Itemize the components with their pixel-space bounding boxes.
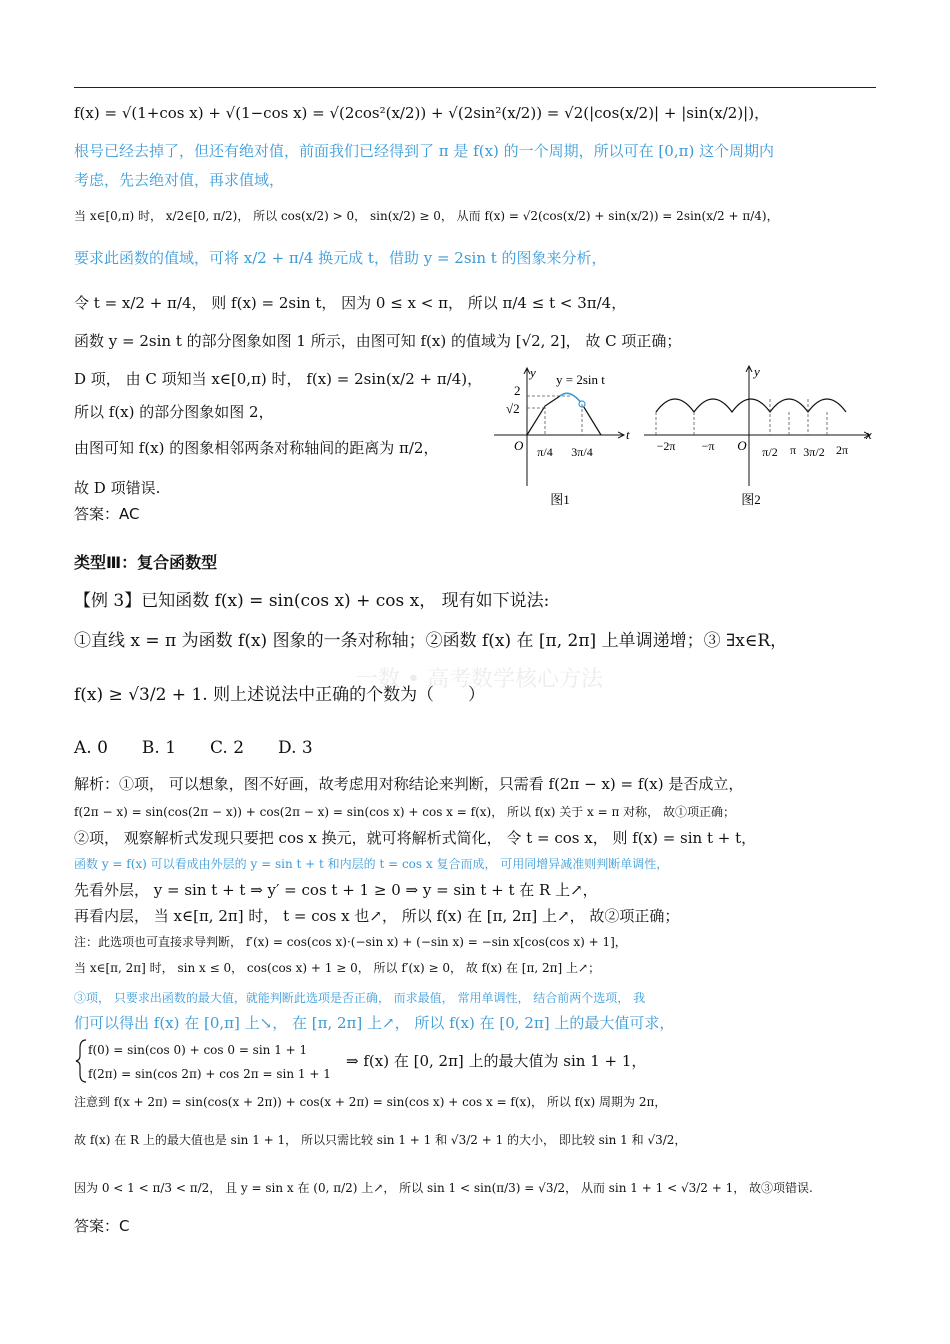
curve-black-left — [527, 396, 560, 435]
tick-3pi-2: 3π/2 — [803, 445, 825, 459]
section-heading: 类型Ⅲ：复合函数型 — [74, 553, 218, 572]
tick-m2pi: −2π — [656, 439, 676, 453]
caption-1: 图1 — [550, 492, 570, 507]
answer-1: 答案：AC — [74, 505, 140, 523]
example-3-options: A. 0 B. 1 C. 2 D. 3 — [74, 738, 313, 758]
example-3-statements: ①直线 x = π 为函数 f(x) 图象的一条对称轴；②函数 f(x) 在 [π, 2π] 上单调递增；③ ∃x∈R， — [74, 631, 788, 651]
solution-10: 们可以得出 f(x) 在 [0,π] 上↘， 在 [π, 2π] 上↗， 所以 f(x) 在 [0, 2π] 上的最大值可求， — [74, 1014, 675, 1032]
watermark: 一数 • 高考数学核心方法 — [356, 667, 603, 692]
solution-6: 再看内层， 当 x∈[π, 2π] 时， t = cos x 也↗， 所以 f(x) 在 [π, 2π] 上↗， 故②项正确； — [74, 907, 680, 925]
solution-1: 解析：①项， 可以想象，图不好画，故考虑用对称结论来判断，只需看 f(2π − x) = f(x) 是否成立， — [74, 775, 744, 793]
origin-label-2: O — [737, 438, 747, 453]
system-line-2: f(2π) = sin(cos 2π) + cos 2π = sin 1 + 1 — [88, 1067, 331, 1081]
system-result: ⇒ f(x) 在 [0, 2π] 上的最大值为 sin 1 + 1， — [346, 1052, 647, 1070]
d-item-3: 由图可知 f(x) 的图象相邻两条对称轴间的距离为 π/2， — [74, 439, 439, 457]
figure-1 — [490, 362, 640, 510]
solution-4: 函数 y = f(x) 可以看成由外层的 y = sin t + t 和内层的 t = cos x 复合而成， 可用同增异减准则判断单调性， — [74, 857, 669, 871]
formula-remove-abs: 当 x∈[0,π) 时， x/2∈[0, π/2)， 所以 cos(x/2) > 0， sin(x/2) ≥ 0， 从而 f(x) = √2(cos(x/2) + sin(x/2)) = 2sin(x/2 + π/4)， — [74, 209, 779, 223]
header-rule — [74, 87, 876, 88]
tick-pi-2: π/2 — [762, 445, 778, 459]
solution-2: f(2π − x) = sin(cos(2π − x)) + cos(2π − x) = sin(cos x) + cos x = f(x)， 所以 f(x) 关于 x = π 对称， 故①项正确； — [74, 805, 735, 819]
curve-black-right — [582, 404, 601, 435]
origin-label: O — [514, 438, 524, 453]
solution-period: 注意到 f(x + 2π) = sin(cos(x + 2π)) + cos(x + 2π) = sin(cos x) + cos x = f(x)， 所以 f(x) 周期为 2π， — [74, 1095, 667, 1109]
solution-9: ③项， 只要求出函数的最大值，就能判断此选项是否正确， 而求最值， 常用单调性， 结合前两个选项， 我 — [74, 991, 646, 1005]
range-conclusion: 函数 y = 2sin t 的部分图象如图 1 所示，由图可知 f(x) 的值域为 [√2, 2]， 故 C 项正确； — [74, 332, 682, 350]
tick-2pi: 2π — [835, 443, 849, 457]
d-item-2: 所以 f(x) 的部分图象如图 2， — [74, 403, 274, 421]
t-label: t — [626, 427, 630, 442]
curve-fx — [656, 399, 846, 412]
solution-8: 当 x∈[π, 2π] 时， sin x ≤ 0， cos(cos x) + 1 ≥ 0， 所以 f′(x) ≥ 0， 故 f(x) 在 [π, 2π] 上↗； — [74, 961, 601, 975]
curve-label: y = 2sin t — [556, 372, 605, 387]
tick-pi: π — [789, 443, 797, 457]
figure-2 — [642, 362, 882, 510]
solution-compare: 故 f(x) 在 R 上的最大值也是 sin 1 + 1， 所以只需比较 sin 1 + 1 和 √3/2 + 1 的大小， 即比较 sin 1 和 √3/2， — [74, 1133, 687, 1147]
solution-final: 因为 0 < 1 < π/3 < π/2， 且 y = sin x 在 (0, π/2) 上↗， 所以 sin 1 < sin(π/3) = √3/2， 从而 sin 1 + 1 < √3/2 + 1， 故③项错误. — [74, 1181, 813, 1195]
d-item-4: 故 D 项错误. — [74, 479, 161, 497]
example-3-stem: 【例 3】已知函数 f(x) = sin(cos x) + cos x， 现有如下说法: — [74, 591, 550, 611]
solution-3: ②项， 观察解析式发现只要把 cos x 换元，就可将解析式简化， 令 t = cos x， 则 f(x) = sin t + t， — [74, 829, 757, 847]
t-tick-3pi-4: 3π/4 — [571, 445, 593, 459]
note-period: 根号已经去掉了，但还有绝对值，前面我们已经得到了 π 是 f(x) 的一个周期，所以可在 [0,π) 这个周期内 — [74, 142, 775, 160]
solution-5: 先看外层， y = sin t + t ⇒ y′ = cos t + 1 ≥ 0 ⇒ y = sin t + t 在 R 上↗， — [74, 881, 598, 899]
tick-mpi: −π — [701, 439, 715, 453]
d-item-1: D 项， 由 C 项知当 x∈[0,π) 时， f(x) = 2sin(x/2 + π/4)， — [74, 370, 483, 388]
curve-blue — [560, 393, 582, 404]
y-tick-2: 2 — [514, 383, 521, 398]
note-substitute: 要求此函数的值域，可将 x/2 + π/4 换元成 t，借助 y = 2sin t 的图象来分析， — [74, 249, 607, 267]
y-label: y — [530, 365, 536, 380]
answer-2: 答案：C — [74, 1217, 130, 1235]
example-3-question: f(x) ≥ √3/2 + 1. 则上述说法中正确的个数为（ ） — [74, 685, 486, 705]
formula-let-t: 令 t = x/2 + π/4， 则 f(x) = 2sin t， 因为 0 ≤ x < π， 所以 π/4 ≤ t < 3π/4， — [74, 294, 627, 312]
x-label: x — [866, 427, 872, 442]
y-tick-root2: √2 — [506, 401, 520, 416]
solution-7: 注：此选项也可直接求导判断， f′(x) = cos(cos x)·(−sin x) + (−sin x) = −sin x[cos(cos x) + 1]， — [74, 935, 627, 949]
system-line-1: f(0) = sin(cos 0) + cos 0 = sin 1 + 1 — [88, 1043, 308, 1057]
note-period-2: 考虑，先去绝对值，再求值域， — [74, 171, 285, 189]
y-label-2: y — [754, 364, 760, 379]
t-tick-pi-4: π/4 — [537, 445, 553, 459]
formula-fx-abs: f(x) = √(1+cos x) + √(1−cos x) = √(2cos²(x/2)) + √(2sin²(x/2)) = √2(|cos(x/2)| + |sin(x/2)|)， — [74, 104, 770, 122]
caption-2: 图2 — [741, 492, 761, 507]
